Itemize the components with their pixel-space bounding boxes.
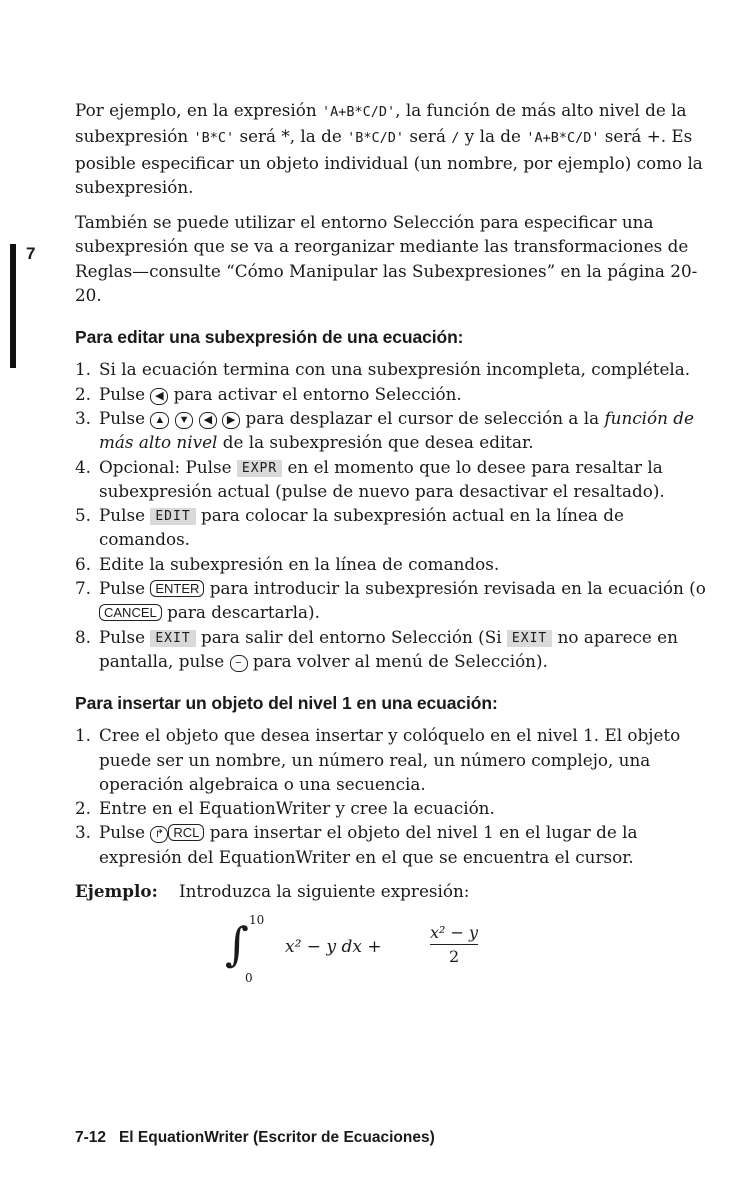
expression-code: 'B*C/D' <box>347 130 405 147</box>
list-item <box>75 723 715 796</box>
step-number: 8. <box>75 626 92 647</box>
list-item <box>75 382 715 406</box>
list-item <box>75 503 715 552</box>
left-arrow-key-icon: ◀ <box>150 388 168 405</box>
step-text: para descartarla). <box>161 602 320 623</box>
up-arrow-key-icon: ▲ <box>150 412 169 429</box>
page-footer: 7-12 El EquationWriter (Escritor de Ecuaciones) <box>75 1129 435 1146</box>
enter-key-icon: ENTER <box>150 580 204 597</box>
step-number: 6. <box>75 553 92 574</box>
list-item <box>75 796 715 820</box>
paragraph-selection-rules: También se puede utilizar el entorno Selección para especificar una subexpresión que se va a reorganizar mediante las transformaciones de Reglas—consulte “Cómo Manipular las Subexpresiones” en la página 20-20. <box>75 212 698 306</box>
fraction-numerator: x² − y <box>430 923 479 943</box>
step-number: 1. <box>75 725 92 746</box>
integral-upper-limit: 10 <box>249 913 265 928</box>
paragraph-example-functions <box>75 98 715 199</box>
step-text: Si la ecuación termina con una subexpresión incompleta, complétela. <box>99 359 691 380</box>
step-number: 5. <box>75 505 92 526</box>
exit-softkey: EXIT <box>507 630 552 647</box>
down-arrow-key-icon: ▼ <box>175 412 194 429</box>
fraction-bar <box>430 944 478 945</box>
step-text: Pulse <box>99 626 151 647</box>
minus-key-icon: − <box>230 655 248 672</box>
expression-code: 'A+B*C/D' <box>526 130 600 147</box>
right-arrow-key-icon: ▶ <box>222 412 240 429</box>
fraction <box>430 923 478 966</box>
integral-lower-limit: 0 <box>245 971 253 986</box>
text: Por ejemplo, en la expresión <box>75 100 323 120</box>
step-text: para insertar el objeto del nivel 1 en el lugar de la expresión del EquationWriter en el que se encuentra el cursor. <box>99 822 638 867</box>
step-text: para salir del entorno Selección (Si <box>195 626 507 647</box>
step-number: 4. <box>75 456 92 477</box>
edit-softkey: EDIT <box>150 508 195 525</box>
text: , la función de más alto nivel de la subexpresión <box>75 100 687 147</box>
step-number: 1. <box>75 359 92 380</box>
chapter-tab-bar <box>10 244 16 368</box>
step-text: para desplazar el cursor de selección a la <box>240 407 605 428</box>
step-text: Pulse <box>99 505 151 526</box>
text: y la de <box>459 126 527 147</box>
example-label: Ejemplo: <box>75 881 158 902</box>
example-text: Introduzca la siguiente expresión: <box>179 881 470 902</box>
expression-code: 'B*C' <box>193 130 235 147</box>
list-item <box>75 552 715 576</box>
step-text: en el momento que lo desee para resaltar la subexpresión actual (pulse de nuevo para desactivar el resaltado). <box>99 456 665 501</box>
example-block <box>75 879 715 903</box>
text: será <box>404 126 452 147</box>
step-number: 7. <box>75 578 92 599</box>
example-formula <box>225 913 715 993</box>
step-text: Pulse <box>99 407 151 428</box>
list-item <box>75 625 715 674</box>
step-number: 3. <box>75 822 92 843</box>
step-text: Pulse <box>99 578 151 599</box>
step-number: 3. <box>75 407 92 428</box>
integrand: x² − y dx + <box>285 937 382 958</box>
left-arrow-key-icon: ◀ <box>199 412 217 429</box>
fraction-denominator: 2 <box>448 947 460 967</box>
step-number: 2. <box>75 798 92 819</box>
list-item <box>75 820 715 869</box>
step-text: Cree el objeto que desea insertar y colóquelo en el nivel 1. El objeto puede ser un nombre, un número real, un número complejo, una operación algebraica o una secuencia. <box>99 725 681 794</box>
heading-edit-subexpression: Para editar una subexpresión de una ecuación: <box>75 327 464 348</box>
step-number: 2. <box>75 383 92 404</box>
step-text: Opcional: Pulse <box>99 456 237 477</box>
step-text: para introducir la subexpresión revisada en la ecuación (o <box>204 578 706 599</box>
page-content <box>75 98 715 993</box>
heading-insert-level1-object: Para insertar un objeto del nivel 1 en una ecuación: <box>75 693 498 714</box>
chapter-number: 7 <box>26 244 36 263</box>
integral-sign: ∫ <box>225 917 249 972</box>
rcl-key-icon: RCL <box>168 824 204 841</box>
list-item <box>75 406 715 455</box>
operator-code: / <box>451 130 460 147</box>
step-text: para activar el entorno Selección. <box>168 383 462 404</box>
step-text: para colocar la subexpresión actual en la línea de comandos. <box>99 505 624 550</box>
emphasis-text: función de más alto nivel <box>99 407 694 453</box>
list-item <box>75 357 715 381</box>
exit-softkey: EXIT <box>150 630 195 647</box>
expr-softkey: EXPR <box>237 460 282 477</box>
list-item <box>75 576 715 625</box>
step-text: de la subexpresión que desea editar. <box>217 432 534 453</box>
text: será +. Es posible especificar un objeto individual (un nombre, por ejemplo) como la subexpresión. <box>75 126 703 197</box>
steps-insert-object <box>75 723 715 869</box>
step-text: Entre en el EquationWriter y cree la ecuación. <box>99 798 495 819</box>
step-text: Edite la subexpresión en la línea de comandos. <box>99 553 500 574</box>
step-text: Pulse <box>99 383 151 404</box>
step-text: Pulse <box>99 822 151 843</box>
step-text: para volver al menú de Selección). <box>247 650 548 671</box>
right-shift-key-icon: ↱ <box>150 826 168 843</box>
expression-code: 'A+B*C/D' <box>322 104 396 120</box>
steps-edit-subexpression <box>75 357 715 673</box>
text: será *, la de <box>234 126 348 147</box>
step-text: no aparece en pantalla, pulse <box>99 626 678 671</box>
cancel-key-icon: CANCEL <box>99 604 162 621</box>
list-item <box>75 455 715 504</box>
